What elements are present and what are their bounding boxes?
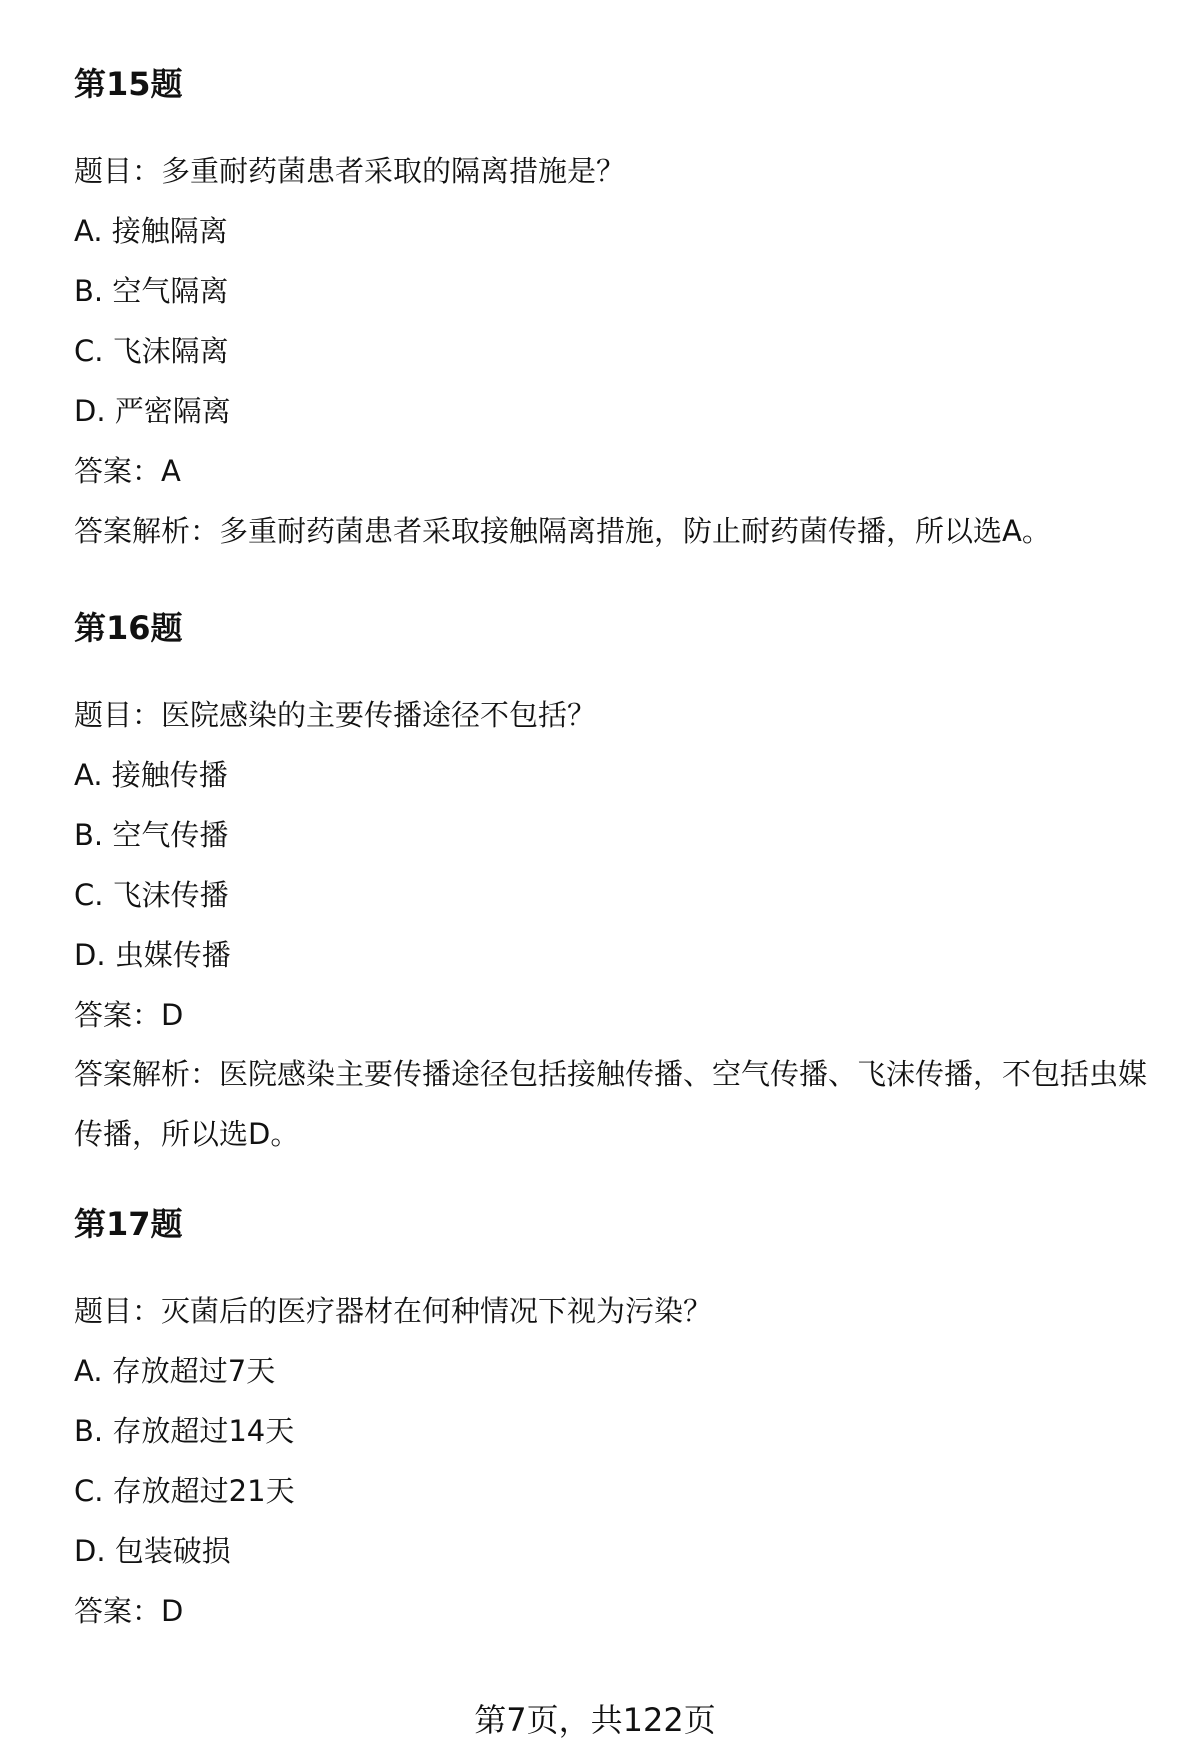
question-stem: 题目：多重耐药菌患者采取的隔离措施是？: [74, 154, 626, 188]
option-a: A. 接触隔离: [74, 214, 228, 248]
answer: 答案：D: [74, 998, 184, 1032]
option-d: D. 严密隔离: [74, 394, 231, 428]
option-c: C. 存放超过21天: [74, 1474, 295, 1508]
question-heading: 第16题: [74, 609, 183, 647]
answer-explanation: 答案解析：多重耐药菌患者采取接触隔离措施，防止耐药菌传播，所以选A。: [74, 514, 1051, 548]
question-17: [74, 1200, 1174, 1634]
answer: 答案：A: [74, 454, 181, 488]
question-16: [74, 604, 1174, 1164]
spacer: [74, 568, 1174, 604]
option-c: C. 飞沫传播: [74, 878, 229, 912]
question-heading: 第15题: [74, 65, 183, 103]
document-content: [74, 60, 1174, 1648]
option-c: C. 飞沫隔离: [74, 334, 229, 368]
option-b: B. 空气隔离: [74, 274, 229, 308]
answer: 答案：D: [74, 1594, 184, 1628]
question-stem: 题目：灭菌后的医疗器材在何种情况下视为污染？: [74, 1294, 713, 1328]
option-a: A. 接触传播: [74, 758, 228, 792]
spacer: [74, 1164, 1174, 1200]
question-heading: 第17题: [74, 1205, 183, 1243]
page-number-footer: 第7页，共122页: [474, 1701, 716, 1739]
question-15: [74, 60, 1174, 554]
option-d: D. 虫媒传播: [74, 938, 231, 972]
option-a: A. 存放超过7天: [74, 1354, 276, 1388]
option-b: B. 存放超过14天: [74, 1414, 295, 1448]
question-stem: 题目：医院感染的主要传播途径不包括？: [74, 698, 597, 732]
option-d: D. 包装破损: [74, 1534, 231, 1568]
option-b: B. 空气传播: [74, 818, 229, 852]
answer-explanation: 答案解析：医院感染主要传播途径包括接触传播、空气传播、飞沫传播，不包括虫媒传播，所以选D。: [74, 1057, 1148, 1151]
